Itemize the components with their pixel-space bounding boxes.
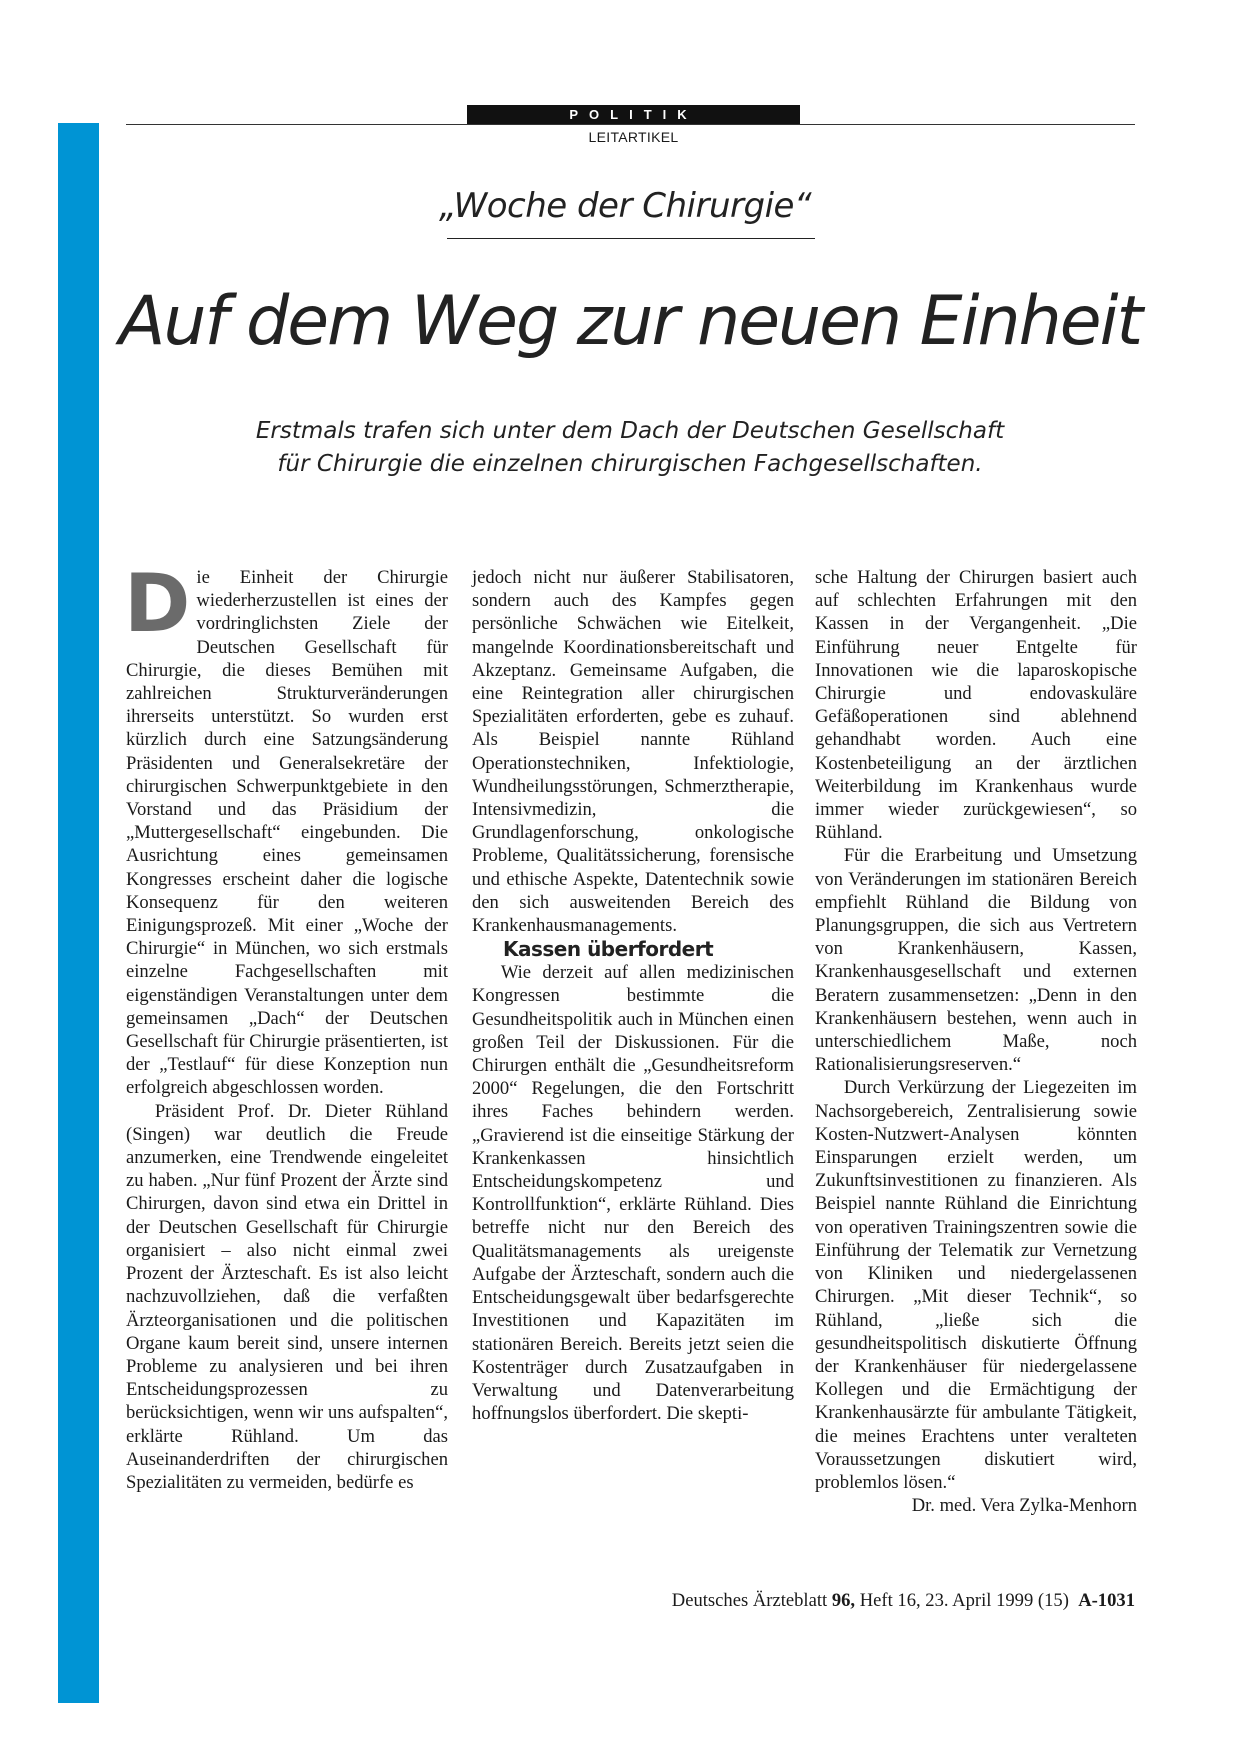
- paragraph-7: Durch Verkürzung der Liegezeiten im Nachsorgebereich, Zentralisierung sowie Kosten-Nutzwert-Analysen könnten Einsparungen erzielt werden, um Zukunftsinvestitionen zu finanzieren. Als Beispiel nannte Rühland die Einrichtung von operativen Trainingszentren sowie die Einführung der Telematik zur Vernetzung von Kliniken und niedergelassenen Chirurgen. „Mit dieser Technik“, so Rühland, „ließe sich die gesundheitspolitisch diskutierte Öffnung der Krankenhäuser für niedergelassene Kollegen und die Ermächtigung der Krankenhausärzte für ambulante Tätigkeit, die meines Erachtens unter veralteten Voraussetzungen diskutiert wird, problemlos lösen.“: [815, 1077, 1137, 1493]
- column-2: [472, 566, 794, 1425]
- lede: [160, 415, 1100, 481]
- journal-name: Deutsches Ärzteblatt: [671, 1590, 828, 1611]
- header-rule: [126, 124, 1135, 125]
- subsection-label: LEITARTIKEL: [588, 129, 679, 145]
- column-3: [815, 566, 1137, 1517]
- headline: Auf dem Weg zur neuen Einheit: [118, 282, 1142, 361]
- paragraph-2: Präsident Prof. Dr. Dieter Rühland (Singen) war deutlich die Freude anzumerken, eine Trendwende eingeleitet zu haben. „Nur fünf Prozent der Ärzte sind Chirurgen, davon sind etwa ein Drittel in der Deutschen Gesellschaft für Chirurgie organisiert – also nicht einmal zwei Prozent der Ärzteschaft. Es ist also leicht nachzuvollziehen, daß die verfaßten Ärzteorganisationen und die politischen Organe kaum bereit sind, unsere internen Probleme zu analysieren und bei ihren Entscheidungsprozessen zu berücksichtigen, wenn wir uns aufspalten“, erklärte Rühland. Um das Auseinanderdriften der chirurgischen Spezialitäten zu vermeiden, bedürfe es: [126, 1100, 448, 1493]
- author: Dr. med. Vera Zylka-Menhorn: [911, 1495, 1137, 1517]
- paragraph-1-text: ie Einheit der Chirurgie wiederherzustellen ist eines der vordringlichsten Ziele der Deutschen Gesellschaft für Chirurgie, die dieses Bemühen mit zahlreichen Strukturveränderungen ihrerseits unterstützt. So wurden erst kürzlich durch eine Satzungsänderung Präsidenten und Generalsekretäre der chirurgischen Schwerpunktgebiete in den Vorstand und das Präsidium der „Muttergesellschaft“ eingebunden. Die Ausrichtung eines gemeinsamen Kongresses erscheint daher die logische Konsequenz für den weiteren Einigungsprozeß. Mit einer „Woche der Chirurgie“ in München, wo sich erstmals einzelne Fachgesellschaften mit eigenständigen Veranstaltungen unter dem gemeinsamen „Dach“ der Deutschen Gesellschaft für Chirurgie präsentierten, ist der „Testlauf“ für diese Konzeption nun erfolgreich abgeschlossen worden.: [126, 567, 448, 1099]
- page-number: A-1031: [1078, 1590, 1135, 1611]
- paragraph-5: sche Haltung der Chirurgen basiert auch auf schlechten Erfahrungen mit den Kassen in der Vergangenheit. „Die Einführung neuer Entgelte für Innovationen wie die laparoskopische Chirurgie und endovaskuläre Gefäßoperationen sind ablehnend gehandhabt worden. Auch eine Kostenbeteiligung an der ärztlichen Weiterbildung im Krankenhaus wurde immer wieder zurückgewiesen“, so Rühland.: [815, 567, 1137, 844]
- issue: Heft 16, 23. April 1999 (15): [859, 1590, 1069, 1611]
- paragraph-1: [124, 557, 448, 1100]
- paragraph-3: jedoch nicht nur äußerer Stabilisatoren, sondern auch des Kampfes gegen persönliche Schwächen wie Eitelkeit, mangelnde Koordinationsbereitschaft und Akzeptanz. Gemeinsame Aufgaben, die eine Reintegration aller chirurgischen Spezialitäten erforderten, gebe es zuhauf. Als Beispiel nannte Rühland Operationstechniken, Infektiologie, Wundheilungsstörungen, Schmerztherapie, Intensivmedizin, die Grundlagenforschung, onkologische Probleme, Qualitätssicherung, forensische und ethische Aspekte, Datentechnik sowie den sich ausweitenden Bereich des Krankenhausmanagements.: [472, 567, 794, 937]
- kicker: „Woche der Chirurgie“: [438, 186, 812, 226]
- paragraph-6: Für die Erarbeitung und Umsetzung von Veränderungen im stationären Bereich empfiehlt Rühland die Bildung von Planungsgruppen, die sich aus Vertretern von Krankenhäusern, Kassen, Krankenhausgesellschaft und externen Beratern zusammensetzen: „Denn in den Krankenhäusern bestehen, wenn auch in unterschiedlichem Maße, noch Rationalisierungsreserven.“: [815, 845, 1137, 1076]
- lede-line-2: für Chirurgie die einzelnen chirurgischen Fachgesellschaften.: [277, 451, 983, 477]
- volume: 96,: [831, 1590, 856, 1611]
- lede-line-1: Erstmals trafen sich unter dem Dach der Deutschen Gesellschaft: [255, 418, 1005, 444]
- dropcap: D: [124, 557, 191, 650]
- paragraph-4: Wie derzeit auf allen medizinischen Kongressen bestimmte die Gesundheitspolitik auch in München einen großen Teil der Diskussionen. Für die Chirurgen enthält die „Gesundheitsreform 2000“ Regelungen, die den Fortschritt ihres Faches behindern werden. „Gravierend ist die einseitige Stärkung der Krankenkassen hinsichtlich Entscheidungskompetenz und Kontrollfunktion“, erklärte Rühland. Dies betreffe nicht nur den Bereich des Qualitätsmanagements als ureigenste Aufgabe der Ärzteschaft, sondern auch die Entscheidungsgewalt über bedarfsgerechte Investitionen und Kapazitäten im stationären Bereich. Bereits jetzt seien die Kostenträger durch Zusatzaufgaben in Verwaltung und Datenverarbeitung hoffnungslos überfordert. Die skepti-: [472, 962, 794, 1425]
- column-1: [124, 557, 448, 1494]
- section-label: POLITIK: [467, 105, 800, 124]
- blue-margin-bar: [58, 123, 99, 1703]
- subheading: Kassen überfordert: [503, 937, 714, 962]
- footer: [600, 1590, 1135, 1612]
- kicker-underline: [447, 238, 815, 239]
